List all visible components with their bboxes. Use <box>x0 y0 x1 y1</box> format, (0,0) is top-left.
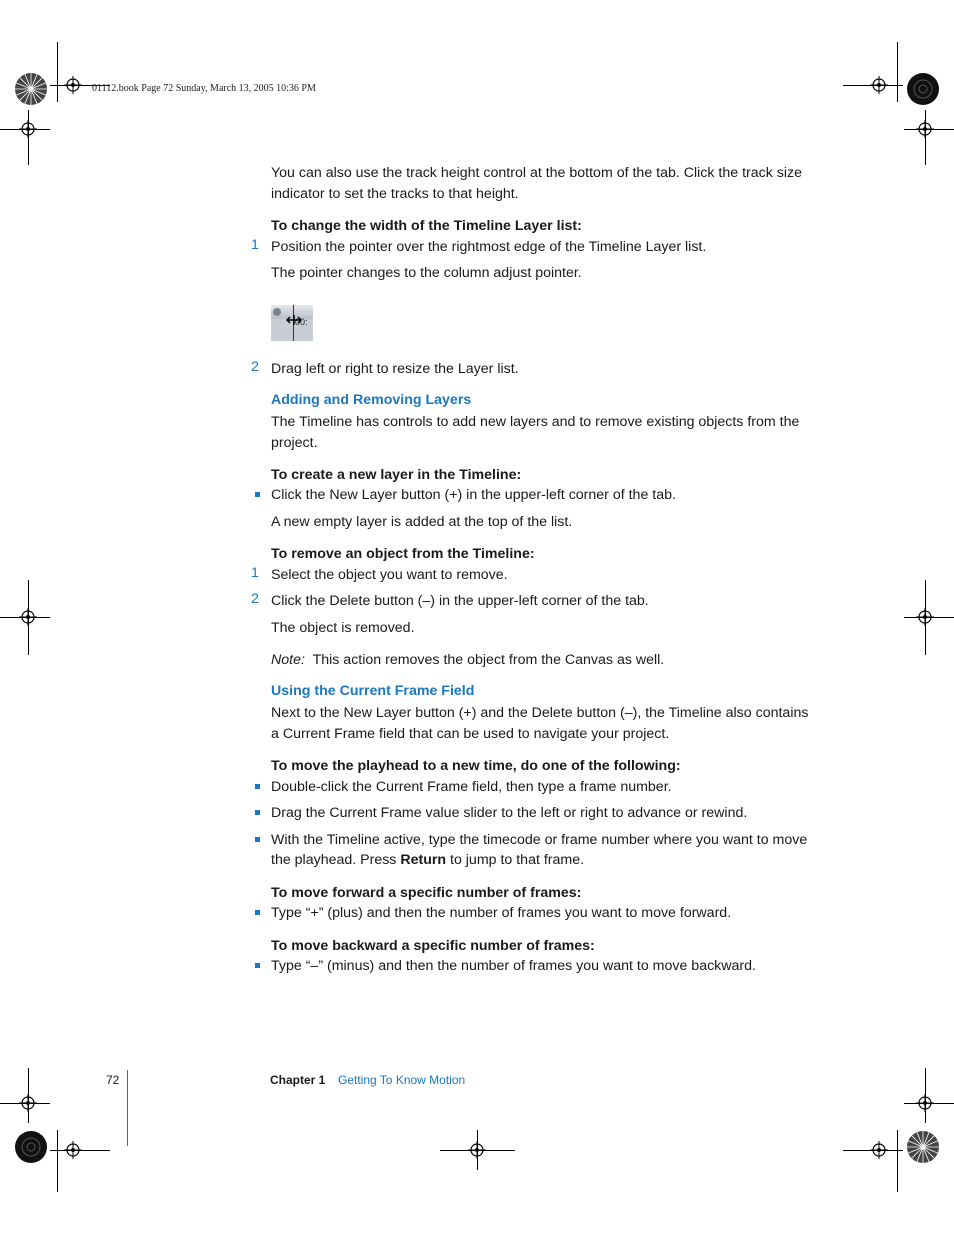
bullet-icon <box>255 784 260 789</box>
bullet-text: Click the New Layer button (+) in the upper-left corner of the tab. <box>271 487 676 503</box>
registration-target-icon <box>916 120 934 138</box>
column-adjust-pointer-icon <box>286 314 302 326</box>
crop-mark <box>57 1130 58 1192</box>
step-text: Drag left or right to resize the Layer list. <box>271 361 519 377</box>
starburst-registration-icon <box>14 72 48 106</box>
task-title-create: To create a new layer in the Timeline: <box>271 467 522 483</box>
step-number: 2 <box>251 591 259 607</box>
task-title-move: To move the playhead to a new time, do one of the following: <box>271 758 681 774</box>
bullet-text: Double-click the Current Frame field, then type a frame number. <box>271 779 672 795</box>
timecode-label: 00: <box>295 317 308 327</box>
text-run: the playhead. Press <box>271 852 401 868</box>
paragraph-line: The Timeline has controls to add new layers and to remove existing objects from the <box>271 414 800 430</box>
registration-target-icon <box>870 1141 888 1159</box>
column-adjust-pointer-screenshot <box>271 305 313 341</box>
play-icon <box>273 308 281 316</box>
bullet-icon <box>255 810 260 815</box>
footer-divider <box>127 1070 128 1146</box>
step-text: Select the object you want to remove. <box>271 567 508 583</box>
task-title-backward: To move backward a specific number of frames: <box>271 938 595 954</box>
key-name: Return <box>400 852 447 868</box>
paragraph-line: project. <box>271 435 318 451</box>
bullet-icon <box>255 910 260 915</box>
bullet-text-continued <box>271 850 584 871</box>
step-number: 1 <box>251 237 259 253</box>
intro-line-2: indicator to set the tracks to that height. <box>271 186 519 202</box>
bullet-text: Type “–” (minus) and then the number of frames you want to move backward. <box>271 958 756 974</box>
crop-mark <box>897 1130 898 1192</box>
registration-target-icon <box>19 1094 37 1112</box>
step-result: A new empty layer is added at the top of the list. <box>271 514 573 530</box>
crop-mark <box>897 42 898 102</box>
footer-chapter-label: Chapter 1 <box>270 1073 326 1087</box>
registration-target-icon <box>916 608 934 626</box>
registration-target-icon <box>64 76 82 94</box>
step-result: The pointer changes to the column adjust pointer. <box>271 265 582 281</box>
bullet-icon <box>255 837 260 842</box>
text-run: to jump to that frame. <box>446 852 585 868</box>
registration-target-icon <box>916 1094 934 1112</box>
registration-target-icon <box>64 1141 82 1159</box>
paragraph-line: a Current Frame field that can be used to navigate your project. <box>271 726 670 742</box>
bullet-icon <box>255 492 260 497</box>
paragraph-line: Next to the New Layer button (+) and the Delete button (–), the Timeline also contains <box>271 705 809 721</box>
section-heading: Using the Current Frame Field <box>271 683 475 699</box>
bullet-text: With the Timeline active, type the timecode or frame number where you want to move <box>271 832 808 848</box>
task-title-remove: To remove an object from the Timeline: <box>271 546 535 562</box>
footer-chapter-title: Getting To Know Motion <box>338 1073 466 1087</box>
step-number: 1 <box>251 565 259 581</box>
crop-mark <box>57 42 58 102</box>
step-result: The object is removed. <box>271 620 415 636</box>
print-header: 01112.book Page 72 Sunday, March 13, 2005 10:36 PM <box>92 83 316 94</box>
page-number: 72 <box>106 1073 120 1087</box>
task-title-width: To change the width of the Timeline Layer list: <box>271 218 582 234</box>
bullet-text: Type “+” (plus) and then the number of frames you want to move forward. <box>271 905 732 921</box>
registration-target-icon <box>19 120 37 138</box>
note <box>271 650 664 671</box>
section-heading: Adding and Removing Layers <box>271 392 472 408</box>
step-text: Position the pointer over the rightmost edge of the Timeline Layer list. <box>271 239 707 255</box>
task-title-forward: To move forward a specific number of frames: <box>271 885 582 901</box>
registration-target-icon <box>19 608 37 626</box>
starburst-registration-icon <box>906 1130 940 1164</box>
bullet-text: Drag the Current Frame value slider to the left or right to advance or rewind. <box>271 805 748 821</box>
registration-target-icon <box>870 76 888 94</box>
note-text: This action removes the object from the Canvas as well. <box>312 652 665 668</box>
note-label: Note: <box>271 652 305 668</box>
step-text: Click the Delete button (–) in the upper-left corner of the tab. <box>271 593 649 609</box>
step-number: 2 <box>251 359 259 375</box>
color-target-icon <box>906 72 940 106</box>
color-target-icon <box>14 1130 48 1164</box>
bullet-icon <box>255 963 260 968</box>
registration-target-icon <box>468 1141 486 1159</box>
intro-line-1: You can also use the track height control at the bottom of the tab. Click the track size <box>271 165 803 181</box>
